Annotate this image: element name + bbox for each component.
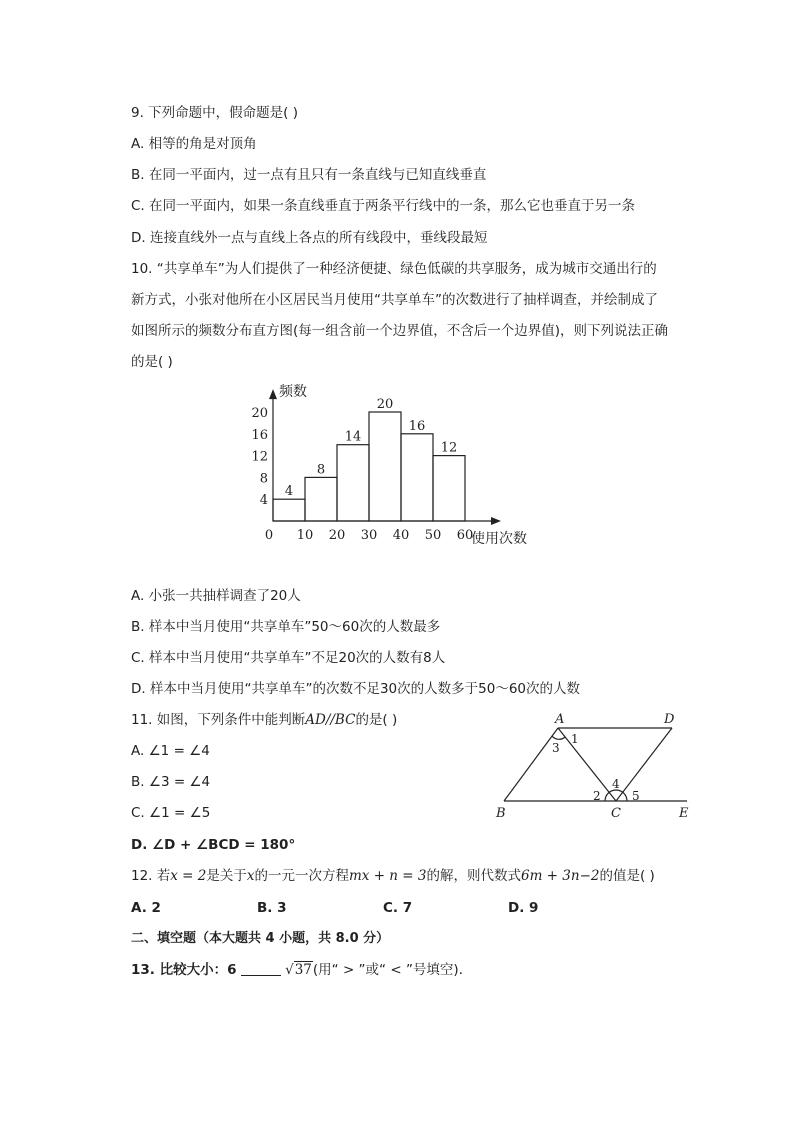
line-cd [616, 728, 672, 801]
x-axis-arrow [491, 517, 501, 525]
q10-option-a: A. 小张一共抽样调查了20人 [131, 588, 301, 604]
point-label-d: D [664, 712, 675, 727]
q10-stem-line-1: 10. “共享单车”为人们提供了一种经济便捷、绿色低碳的共享服务，成为城市交通出行的 [131, 261, 657, 277]
histogram-bar [273, 499, 305, 521]
q12-suffix: 的值是( ) [599, 868, 655, 884]
angle-label-5: 5 [632, 789, 640, 803]
q11-option-b: B. ∠3 = ∠4 [131, 774, 211, 790]
q11-option-c: C. ∠1 = ∠5 [131, 805, 211, 821]
q13-sqrt-sign: √ [285, 962, 294, 978]
q10-option-b: B. 样本中当月使用“共享单车”50～60次的人数最多 [131, 619, 441, 635]
q12-expr: 6m + 3n−2 [521, 868, 600, 884]
x-tick-label: 30 [360, 528, 378, 543]
histogram-bar [337, 445, 369, 521]
q12-option-c: C. 7 [383, 900, 413, 916]
x-axis-label: 使用次数 [471, 531, 527, 547]
q9-option-c: C. 在同一平面内，如果一条直线垂直于两条平行线中的一条，那么它也垂直于另一条 [131, 198, 636, 214]
q10-option-d: D. 样本中当月使用“共享单车”的次数不足30次的人数多于50～60次的人数 [131, 681, 580, 697]
q13-radicand: 37 [294, 962, 312, 978]
q10-stem-line-2: 新方式，小张对他所在小区居民当月使用“共享单车”的次数进行了抽样调查，并绘制成了 [131, 292, 658, 308]
q12-cond: x = 2 [170, 868, 207, 884]
q10-stem-line-4: 的是( ) [131, 354, 173, 370]
q12-eq: mx + n = 3 [349, 868, 427, 884]
bar-data-label: 20 [376, 397, 394, 412]
point-label-e: E [679, 806, 689, 821]
q12-mid3: 的解，则代数式 [426, 868, 521, 884]
point-label-a: A [555, 712, 565, 727]
bar-data-label: 12 [440, 440, 458, 456]
x-tick-label: 60 [456, 528, 474, 543]
bar-data-label: 14 [344, 429, 362, 445]
q12-var: x [246, 868, 255, 884]
q11-stem-prefix: 11. 如图，下列条件中能判断 [131, 712, 306, 728]
x-tick-label: 10 [296, 528, 314, 543]
bar-data-label: 8 [316, 462, 326, 478]
q11-stem [131, 710, 397, 730]
line-ab [504, 728, 558, 801]
x-tick-label: 40 [392, 528, 410, 543]
line-ac [558, 728, 616, 801]
q12-stem [131, 866, 655, 886]
q11-option-d: D. ∠D + ∠BCD = 180° [131, 837, 296, 853]
q12-mid1: 是关于 [206, 868, 247, 884]
y-axis-arrow [269, 389, 277, 399]
angle-label-3: 3 [552, 741, 560, 755]
q12-option-d: D. 9 [508, 900, 539, 916]
histogram-bar [305, 477, 337, 521]
y-tick-label: 12 [251, 449, 268, 465]
angle-arc-a [552, 736, 565, 739]
histogram-bar [369, 412, 401, 521]
section-2-title: 二、填空题（本大题共 4 小题，共 8.0 分） [131, 931, 390, 946]
q13-suffix: (用“ > ”或“ < ”号填空)． [312, 962, 473, 978]
angle-label-4: 4 [612, 777, 620, 791]
q9-option-b: B. 在同一平面内，过一点有且只有一条直线与已知直线垂直 [131, 167, 487, 183]
histogram-bar [433, 456, 465, 521]
q12-mid2: 的一元一次方程 [254, 868, 349, 884]
x-tick-label: 50 [424, 528, 442, 543]
q10-stem-line-3: 如图所示的频数分布直方图(每一组含前一个边界值，不含后一个边界值)，则下列说法正确 [131, 323, 669, 339]
bar-data-label: 4 [284, 484, 294, 500]
q11-option-a: A. ∠1 = ∠4 [131, 743, 210, 759]
histogram-bar [401, 434, 433, 521]
x-tick-label: 20 [328, 528, 346, 543]
q13-prefix: 13. 比较大小：6 [131, 962, 237, 978]
q13-answer-blank[interactable] [241, 961, 281, 976]
q10-option-c: C. 样本中当月使用“共享单车”不足20次的人数有8人 [131, 650, 446, 666]
q11-geometry-figure [490, 706, 700, 824]
point-label-c: C [611, 806, 621, 821]
x-tick-label: 0 [264, 528, 274, 543]
q9-option-d: D. 连接直线外一点与直线上各点的所有线段中，垂线段最短 [131, 230, 488, 246]
q9-stem: 9. 下列命题中，假命题是( ) [131, 105, 298, 121]
q12-option-a: A. 2 [131, 900, 161, 916]
y-tick-label: 4 [259, 493, 268, 509]
angle-label-1: 1 [571, 732, 579, 746]
y-axis-label: 频数 [279, 384, 307, 401]
q13-stem [131, 960, 472, 980]
q11-stem-suffix: 的是( ) [355, 712, 398, 728]
angle-label-2: 2 [593, 789, 601, 803]
point-label-b: B [496, 806, 506, 821]
q12-stem-prefix: 12. 若 [131, 868, 171, 884]
q12-option-b: B. 3 [257, 900, 287, 916]
bar-data-label: 16 [408, 418, 426, 434]
q11-stem-math: AD//BC [305, 712, 356, 728]
y-tick-label: 20 [251, 406, 268, 421]
y-tick-label: 16 [251, 427, 268, 443]
frequency-histogram [240, 372, 560, 552]
y-tick-label: 8 [259, 471, 268, 487]
q9-option-a: A. 相等的角是对顶角 [131, 136, 257, 152]
